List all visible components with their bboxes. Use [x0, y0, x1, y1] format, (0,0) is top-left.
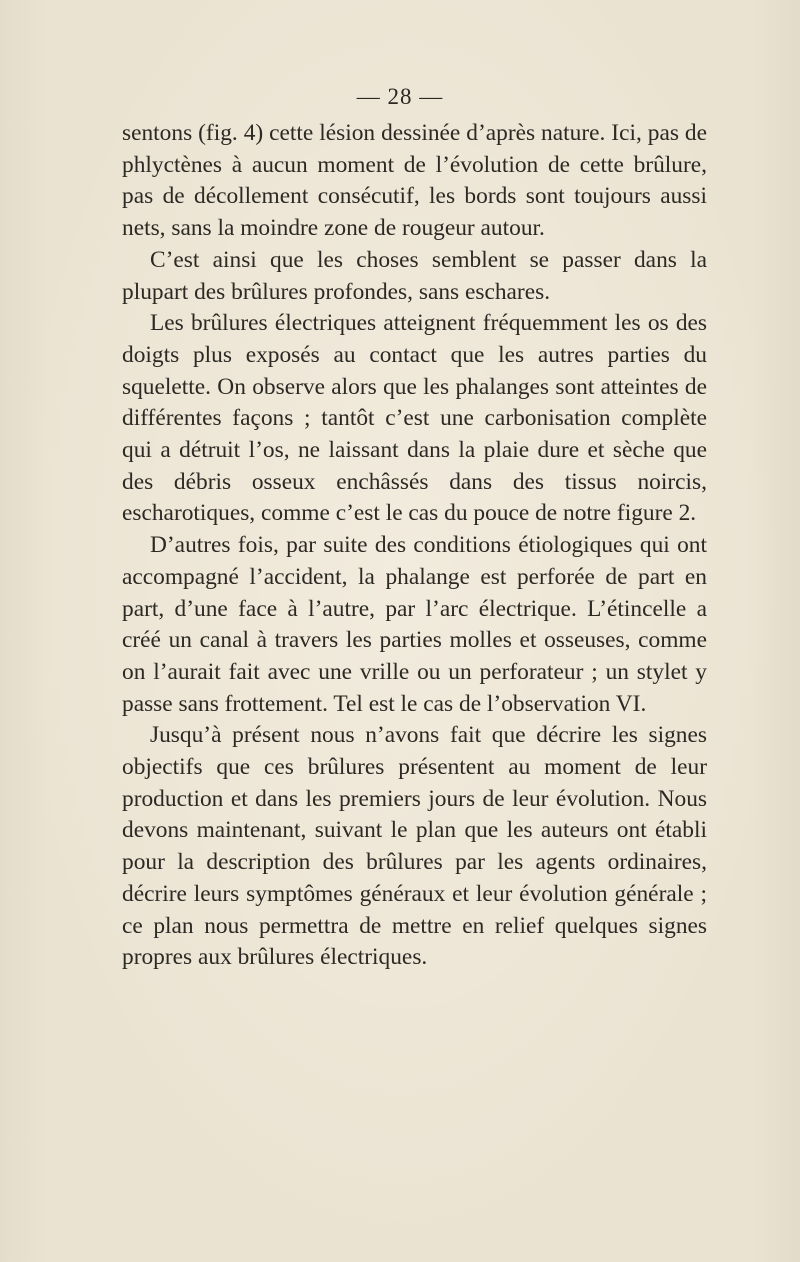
paragraph-5: Jusqu’à présent nous n’avons fait que décrire les signes objectifs que ces brûlures présentent au moment de leur production et dans les premiers jours de leur évolution. Nous devons maintenant, suivant le plan que les auteurs ont établi pour la description des brûlures par les agents ordinaires, décrire leurs symptômes généraux et leur évolution générale ; ce plan nous permettra de mettre en relief quelques signes propres aux brûlures électriques. [122, 722, 707, 971]
page-number: — 28 — [356, 84, 444, 109]
paragraph-4: D’autres fois, par suite des conditions étiologiques qui ont accompagné l’accident, la phalange est perforée de part en part, d’une face à l’autre, par l’arc électrique. L’étincelle a créé un canal à travers les parties molles et osseuses, comme on l’aurait fait avec une vrille ou un perforateur ; un stylet y passe sans frottement. Tel est le cas de l’observation VI. [122, 532, 707, 717]
paragraph-2: C’est ainsi que les choses semblent se passer dans la plupart des brûlures profondes, sans eschares. [122, 246, 707, 305]
body-text [122, 118, 707, 974]
paragraph-1: sentons (fig. 4) cette lésion dessinée d’après nature. Ici, pas de phlyctènes à aucun moment de l’évolution de cette brûlure, pas de décollement consécutif, les bords sont toujours aussi nets, sans la moindre zone de rougeur autour. [122, 120, 707, 242]
paragraph-3: Les brûlures électriques atteignent fréquemment les os des doigts plus exposés au contact que les autres parties du squelette. On observe alors que les phalanges sont atteintes de différentes façons ; tantôt c’est une carbonisation complète qui a détruit l’os, ne laissant dans la plaie dure et sèche que des débris osseux enchâssés dans des tissus noircis, escharotiques, comme c’est le cas du pouce de notre figure 2. [122, 310, 707, 527]
